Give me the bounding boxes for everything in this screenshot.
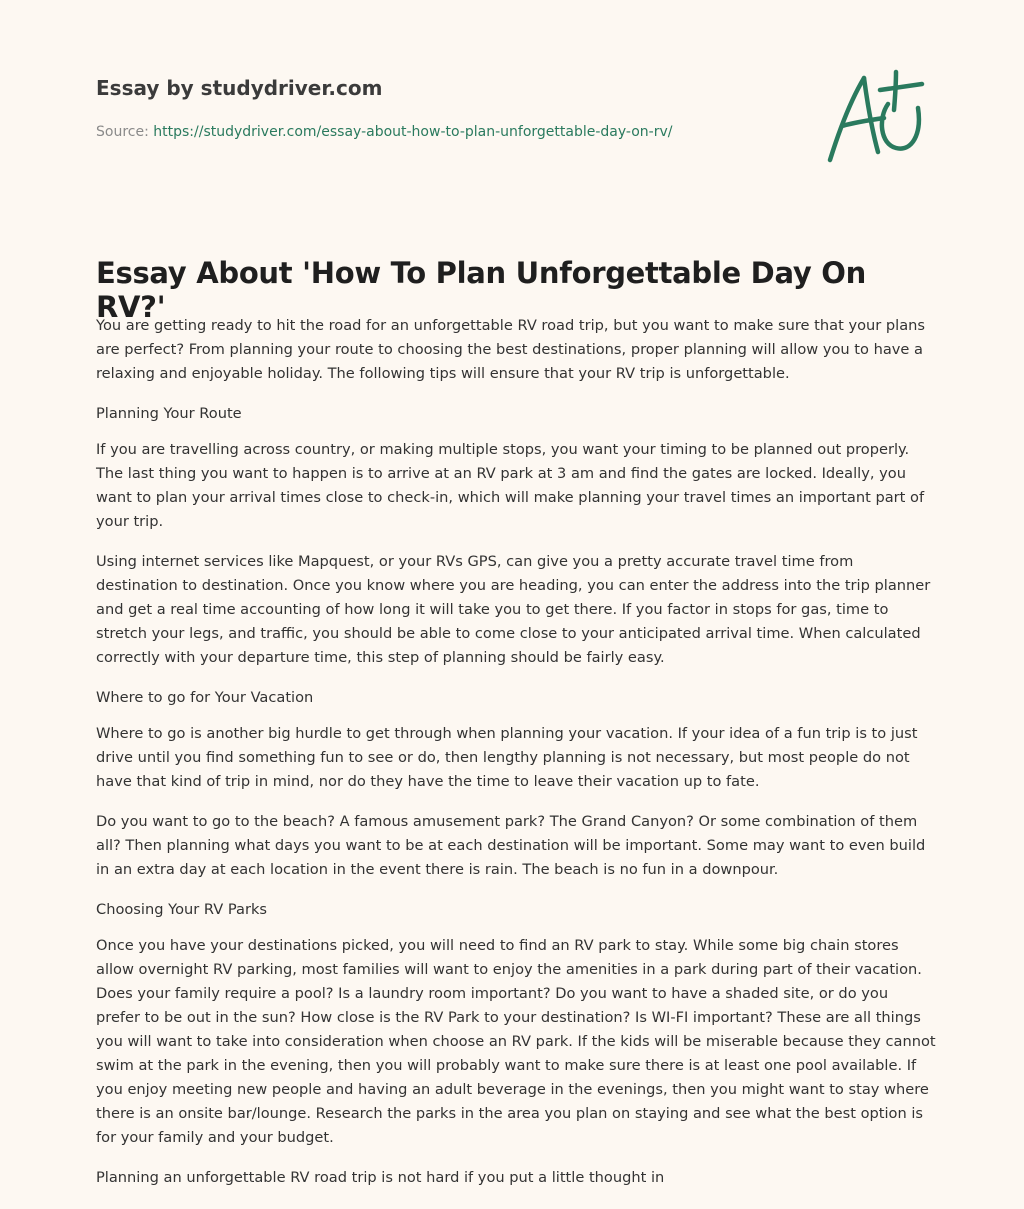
section-heading: Planning Your Route [96, 405, 242, 422]
source-link[interactable]: https://studydriver.com/essay-about-how-to-plan-unforgettable-day-on-rv/ [153, 124, 673, 140]
paragraph: If you are travelling across country, or making multiple stops, you want your timing to be planned out properly. The last thing you want to happen is to arrive at an RV park at 3 am and find the gates are locked. Ideally, you want to plan your arrival times close to check-in, which will make planning your travel times an important part of your trip. [96, 441, 925, 530]
source-line [96, 124, 672, 140]
essay-body [96, 314, 936, 1206]
section-heading: Choosing Your RV Parks [96, 901, 268, 918]
source-label: Source: [96, 124, 149, 140]
paragraph: Once you have your destinations picked, you will need to find an RV park to stay. While some big chain stores allow overnight RV parking, most families will want to enjoy the amenities in a park during part of their vacation. Does your family require a pool? Is a laundry room important? Do you want to have a shaded site, or do you prefer to be out in the sun? How close is the RV Park to your destination? Is WI-FI important? These are all things you will want to take into consideration when choose an RV park. If the kids will be miserable because they cannot swim at the park in the evening, then you will probably want to make sure there is at least one pool available. If you enjoy meeting new people and having an adult beverage in the evenings, then you might want to stay where there is an onsite bar/lounge. Research the parks in the area you plan on staying and see what the best option is for your family and your budget. [96, 937, 936, 1146]
paragraph: Planning an unforgettable RV road trip is not hard if you put a little thought in [96, 1169, 665, 1186]
paragraph: Using internet services like Mapquest, or your RVs GPS, can give you a pretty accurate travel time from destination to destination. Once you know where you are heading, you can enter the address into the trip planner and get a real time accounting of how long it will take you to get there. If you factor in stops for gas, time to stretch your legs, and traffic, you should be able to come close to your anticipated arrival time. When calculated correctly with your departure time, this step of planning should be fairly easy. [96, 553, 931, 666]
essay-title: Essay About 'How To Plan Unforgettable Day On RV?' [96, 256, 866, 324]
a-plus-logo-icon [822, 68, 928, 164]
section-heading: Where to go for Your Vacation [96, 689, 314, 706]
paragraph: You are getting ready to hit the road for an unforgettable RV road trip, but you want to make sure that your plans are perfect? From planning your route to choosing the best destinations, proper planning will allow you to have a relaxing and enjoyable holiday. The following tips will ensure that your RV trip is unforgettable. [96, 317, 926, 382]
paragraph: Where to go is another big hurdle to get through when planning your vacation. If your idea of a fun trip is to just drive until you find something fun to see or do, then lengthy planning is not necessary, but most people do not have that kind of trip in mind, nor do they have the time to leave their vacation up to fate. [96, 725, 918, 790]
paragraph: Do you want to go to the beach? A famous amusement park? The Grand Canyon? Or some combination of them all? Then planning what days you want to be at each destination will be important. Some may want to even build in an extra day at each location in the event there is rain. The beach is no fun in a downpour. [96, 813, 926, 878]
site-title: Essay by studydriver.com [96, 76, 383, 100]
